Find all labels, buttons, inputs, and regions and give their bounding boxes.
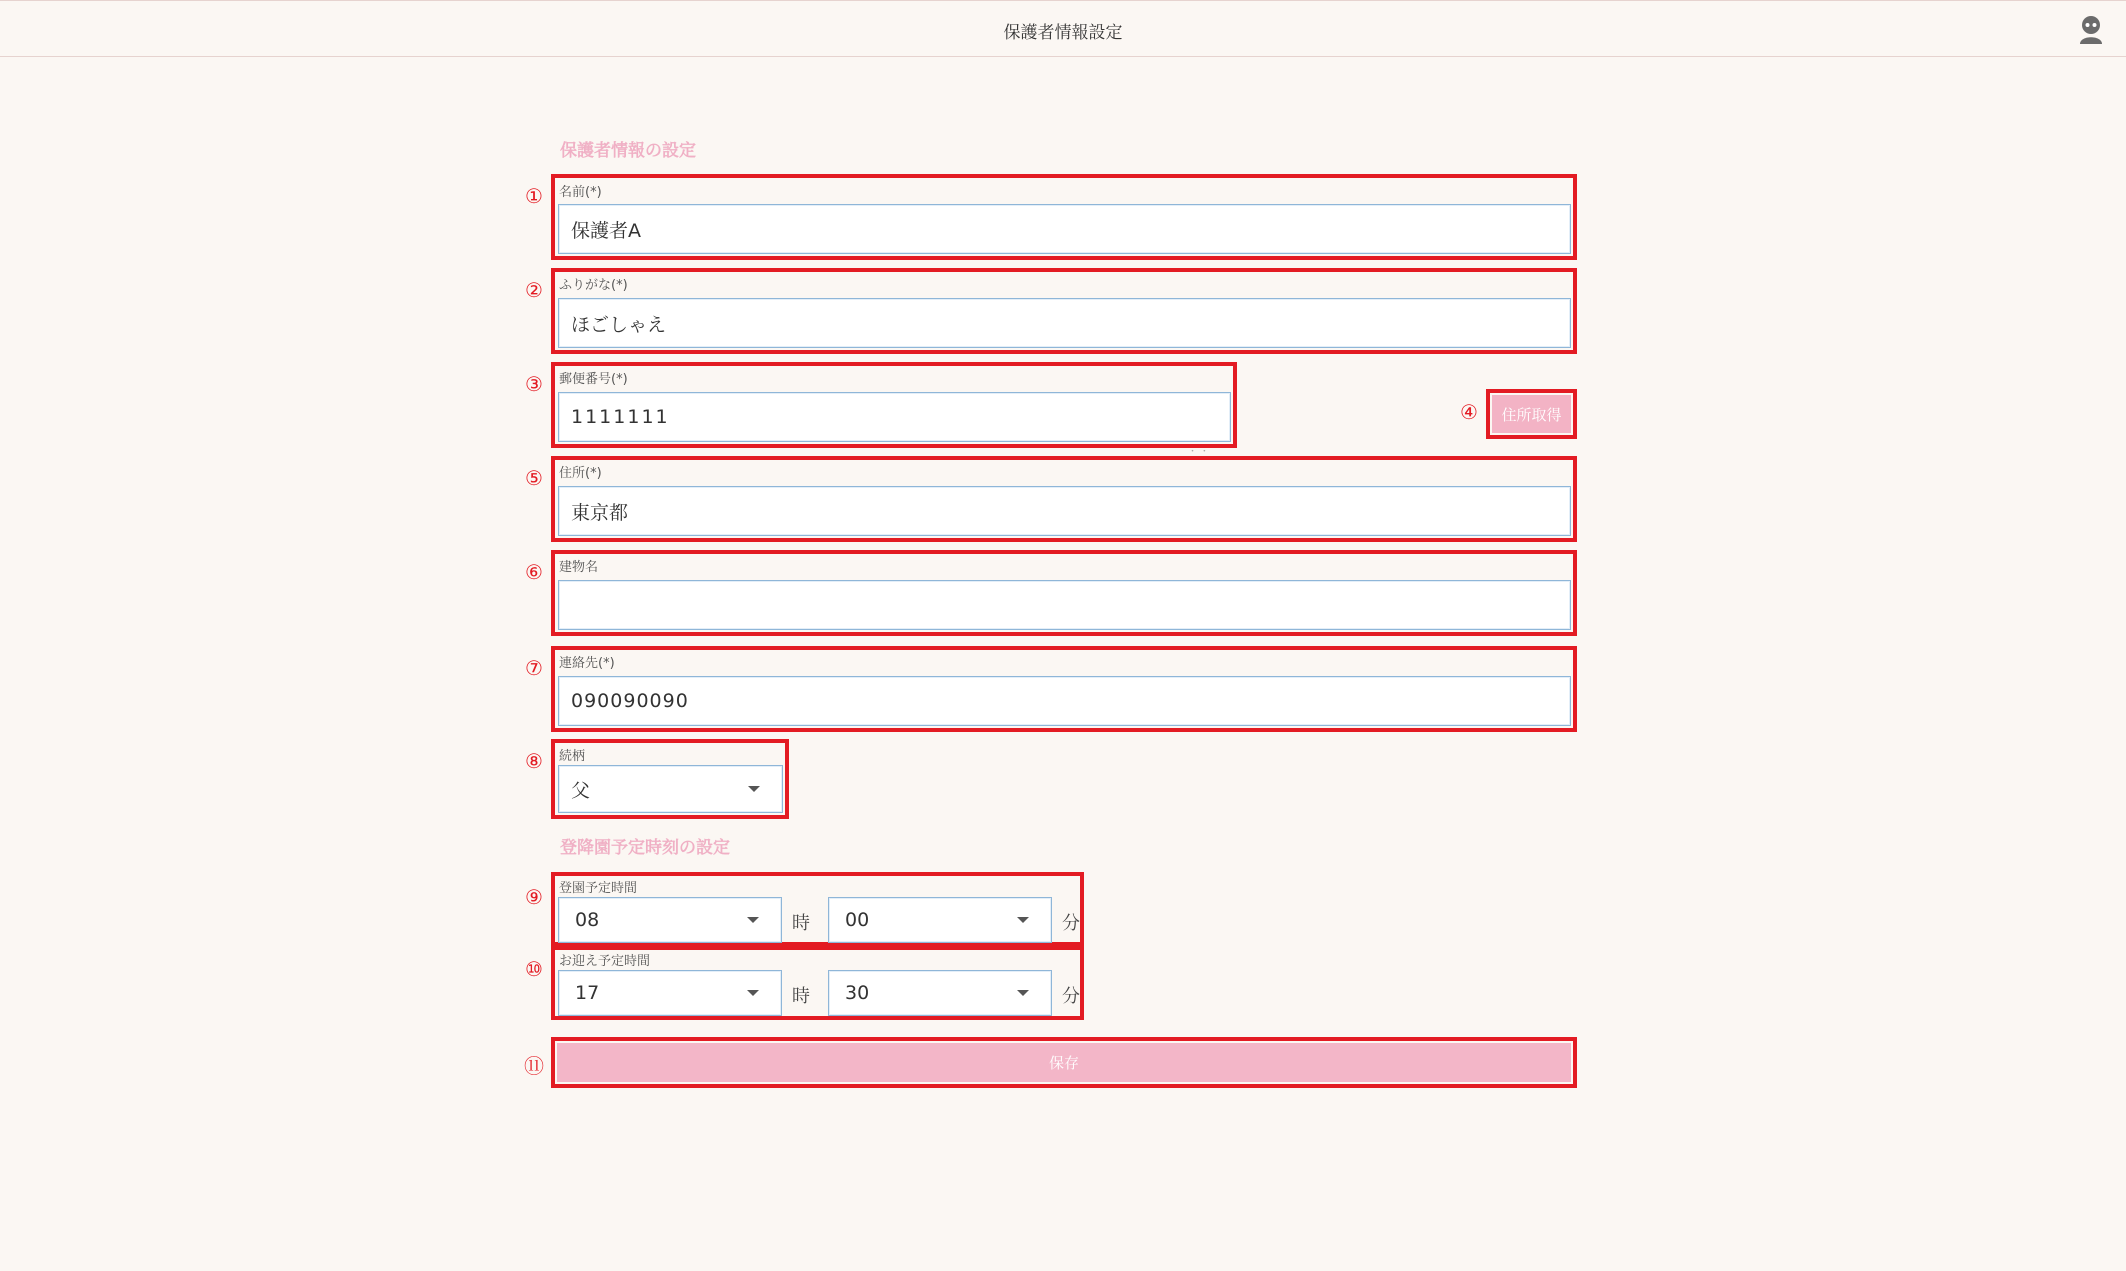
building-label: 建物名: [559, 560, 599, 575]
annotation-marker-2: ②: [525, 278, 543, 302]
postal-input[interactable]: [558, 392, 1231, 442]
page-title: 保護者情報設定: [1003, 23, 1123, 43]
postal-hint: ・ ・: [1188, 447, 1209, 457]
furigana-label: ふりがな(*): [559, 278, 628, 293]
annotation-marker-9: ⑨: [525, 885, 543, 909]
address-input-value: 東京都: [571, 501, 629, 524]
contact-label: 連絡先(*): [559, 656, 615, 671]
arrival-minute-value: 00: [845, 909, 870, 931]
postal-input-value: 1111111: [571, 406, 670, 428]
relation-select-value: 父: [571, 779, 591, 802]
address-label: 住所(*): [559, 466, 602, 481]
relation-select[interactable]: [558, 765, 783, 813]
name-label: 名前(*): [559, 185, 602, 200]
annotation-marker-7: ⑦: [525, 656, 543, 680]
annotation-marker-6: ⑥: [525, 560, 543, 584]
arrival-label: 登園予定時間: [559, 881, 638, 896]
annotation-marker-4: ④: [1460, 400, 1478, 424]
annotation-marker-1: ①: [525, 184, 543, 208]
annotation-marker-10: ⑩: [525, 957, 543, 981]
pickup-hour-unit: 時: [792, 986, 810, 1007]
chevron-down-icon: [748, 786, 760, 792]
arrival-minute-select[interactable]: [828, 897, 1052, 943]
arrival-hour-select[interactable]: [558, 897, 782, 943]
furigana-input-value: ほごしゃえ: [571, 313, 667, 336]
user-avatar-icon[interactable]: [2076, 13, 2106, 45]
section-title-schedule: 登降園予定時刻の設定: [560, 838, 730, 858]
postal-label: 郵便番号(*): [559, 372, 628, 387]
address-lookup-button[interactable]: 住所取得: [1492, 395, 1571, 433]
contact-input[interactable]: [558, 676, 1571, 726]
pickup-label: お迎え予定時間: [559, 954, 651, 969]
building-input[interactable]: [558, 580, 1571, 630]
pickup-minute-unit: 分: [1062, 986, 1080, 1007]
chevron-down-icon: [747, 917, 759, 923]
relation-label: 続柄: [559, 749, 586, 764]
arrival-hour-value: 08: [575, 909, 600, 931]
annotation-marker-8: ⑧: [525, 749, 543, 773]
section-title-guardian: 保護者情報の設定: [560, 141, 696, 161]
chevron-down-icon: [747, 990, 759, 996]
annotation-marker-5: ⑤: [525, 466, 543, 490]
address-input[interactable]: [558, 486, 1571, 536]
furigana-input[interactable]: [558, 298, 1571, 348]
name-input-value: 保護者A: [571, 219, 641, 242]
chevron-down-icon: [1017, 990, 1029, 996]
pickup-minute-value: 30: [845, 982, 870, 1004]
pickup-minute-select[interactable]: [828, 970, 1052, 1016]
pickup-hour-select[interactable]: [558, 970, 782, 1016]
name-input[interactable]: [558, 204, 1571, 254]
annotation-marker-3: ③: [525, 372, 543, 396]
save-button[interactable]: 保存: [557, 1043, 1571, 1082]
contact-input-value: 090090090: [571, 690, 689, 712]
arrival-minute-unit: 分: [1062, 913, 1080, 934]
top-bar: [0, 0, 2126, 57]
arrival-hour-unit: 時: [792, 913, 810, 934]
pickup-hour-value: 17: [575, 982, 600, 1004]
annotation-marker-11: ⑪: [524, 1054, 544, 1078]
chevron-down-icon: [1017, 917, 1029, 923]
